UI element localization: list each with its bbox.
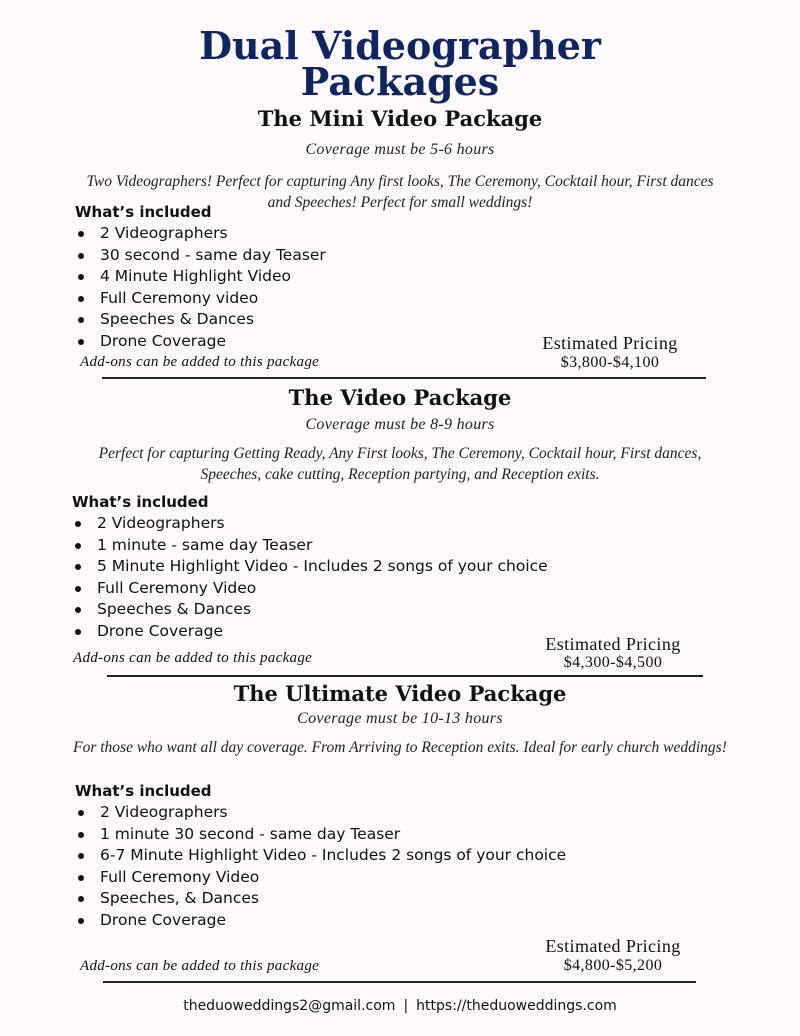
bullet-icon xyxy=(78,317,84,323)
list-item: 6-7 Minute Highlight Video - Includes 2 songs of your choice xyxy=(100,845,566,867)
footer-contact xyxy=(0,998,800,1014)
package-title: The Mini Video Package xyxy=(257,106,543,131)
addons-note: Add-ons can be added to this package xyxy=(80,958,320,974)
bullet-icon xyxy=(78,853,84,859)
bullet-icon xyxy=(75,629,81,635)
bullet-icon xyxy=(78,253,84,259)
included-list xyxy=(100,802,566,932)
bullet-icon xyxy=(75,607,81,613)
package-coverage: Coverage must be 10-13 hours xyxy=(297,710,503,727)
package-description xyxy=(10,737,790,758)
bullet-icon xyxy=(75,543,81,549)
estimated-pricing-label: Estimated Pricing xyxy=(545,936,681,956)
list-item: Speeches & Dances xyxy=(97,599,548,621)
bullet-icon xyxy=(78,918,84,924)
page-title-line2: Packages xyxy=(300,59,500,104)
list-item: 4 Minute Highlight Video xyxy=(100,266,326,288)
bullet-icon xyxy=(78,875,84,881)
bullet-icon xyxy=(78,810,84,816)
list-item: Speeches & Dances xyxy=(100,309,326,331)
divider xyxy=(102,377,706,379)
list-item: 2 Videographers xyxy=(97,513,548,535)
included-list xyxy=(100,223,326,353)
footer-website[interactable]: https://theduoweddings.com xyxy=(416,998,617,1014)
list-item: 2 Videographers xyxy=(100,223,326,245)
whats-included-heading: What’s included xyxy=(75,203,212,221)
bullet-icon xyxy=(75,586,81,592)
page-title-line1: Dual Videographer xyxy=(199,23,601,68)
list-item: 1 minute - same day Teaser xyxy=(97,535,548,557)
bullet-icon xyxy=(78,274,84,280)
divider xyxy=(103,981,696,983)
list-item: Full Ceremony video xyxy=(100,288,326,310)
list-item: Full Ceremony Video xyxy=(97,578,548,600)
bullet-icon xyxy=(78,231,84,237)
page-title xyxy=(0,23,800,104)
whats-included-heading: What’s included xyxy=(75,782,212,800)
package-coverage: Coverage must be 5-6 hours xyxy=(305,141,495,158)
footer-email[interactable]: theduoweddings2@gmail.com xyxy=(183,998,396,1014)
list-item: 5 Minute Highlight Video - Includes 2 songs of your choice xyxy=(97,556,548,578)
package-title: The Video Package xyxy=(288,385,512,410)
bullet-icon xyxy=(75,521,81,527)
bullet-icon xyxy=(75,564,81,570)
whats-included-heading: What’s included xyxy=(72,493,209,511)
bullet-icon xyxy=(78,296,84,302)
package-coverage: Coverage must be 8-9 hours xyxy=(305,416,495,433)
description-line: For those who want all day coverage. From Arriving to Reception exits. Ideal for early church weddings! xyxy=(73,739,727,756)
included-list xyxy=(97,513,548,643)
list-item: 1 minute 30 second - same day Teaser xyxy=(100,824,566,846)
addons-note: Add-ons can be added to this package xyxy=(80,354,320,370)
description-line: Perfect for capturing Getting Ready, Any First looks, The Ceremony, Cocktail hour, First dances, xyxy=(98,445,702,462)
footer-separator: | xyxy=(403,998,409,1014)
price-range: $3,800-$4,100 xyxy=(560,354,660,371)
description-line: Two Videographers! Perfect for capturing Any first looks, The Ceremony, Cocktail hour, First dances xyxy=(86,173,714,190)
list-item: Drone Coverage xyxy=(100,331,326,353)
addons-note: Add-ons can be added to this package xyxy=(73,650,313,666)
bullet-icon xyxy=(78,832,84,838)
description-line: and Speeches! Perfect for small weddings! xyxy=(267,194,533,211)
list-item: 2 Videographers xyxy=(100,802,566,824)
list-item: Speeches, & Dances xyxy=(100,888,566,910)
bullet-icon xyxy=(78,896,84,902)
divider xyxy=(107,675,703,677)
package-description xyxy=(20,443,780,485)
price-range: $4,300-$4,500 xyxy=(563,654,663,671)
list-item: Full Ceremony Video xyxy=(100,867,566,889)
list-item: 30 second - same day Teaser xyxy=(100,245,326,267)
list-item: Drone Coverage xyxy=(97,621,548,643)
estimated-pricing-label: Estimated Pricing xyxy=(545,634,681,654)
estimated-pricing-label: Estimated Pricing xyxy=(542,333,678,353)
description-line: Speeches, cake cutting, Reception partying, and Reception exits. xyxy=(200,466,600,483)
package-title: The Ultimate Video Package xyxy=(233,681,567,706)
list-item: Drone Coverage xyxy=(100,910,566,932)
price-range: $4,800-$5,200 xyxy=(563,957,663,974)
bullet-icon xyxy=(78,339,84,345)
